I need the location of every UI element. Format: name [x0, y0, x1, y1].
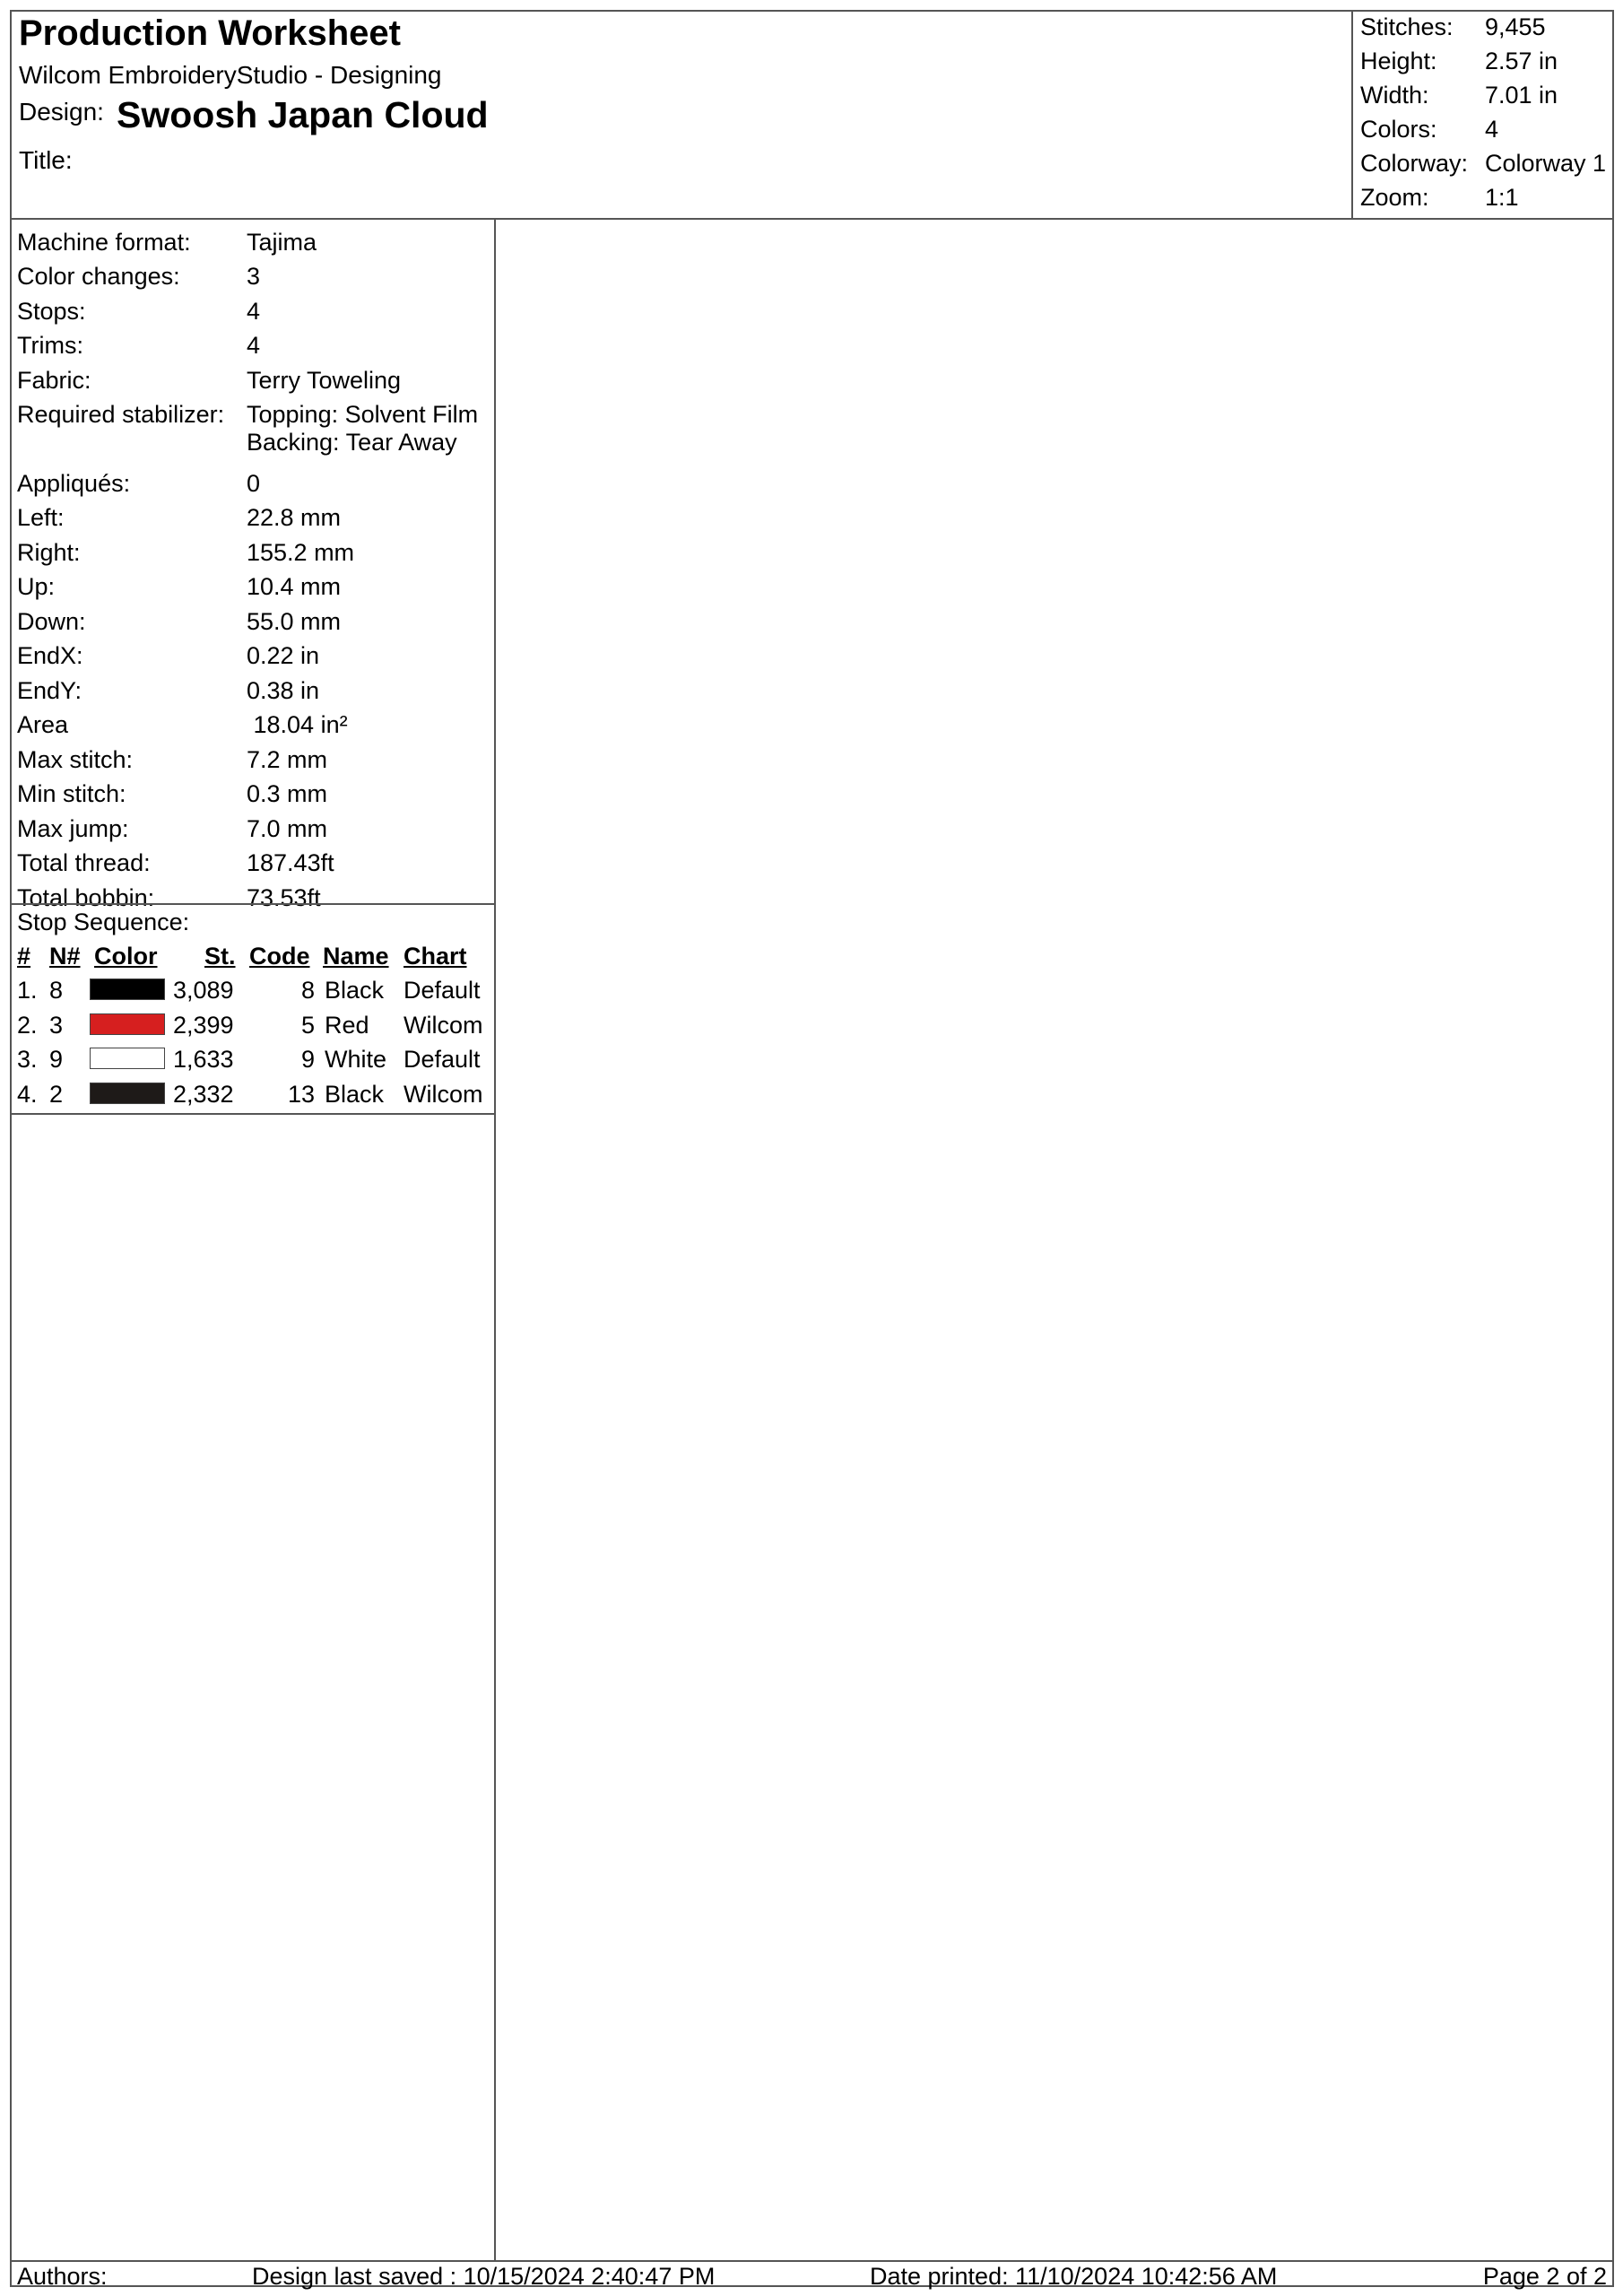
property-label: Trims:	[17, 332, 83, 359]
color-swatch	[90, 1013, 165, 1035]
property-value: 0.38 in	[247, 677, 320, 704]
property-value: Topping: Solvent Film	[247, 401, 479, 428]
summary-label: Colorway:	[1360, 150, 1469, 177]
page-number: Page 2 of 2	[1482, 2263, 1607, 2290]
needle-number: 8	[49, 977, 64, 1004]
color-swatch	[90, 1083, 165, 1104]
thread-code: 5	[300, 1012, 315, 1039]
property-label: Up:	[17, 573, 56, 600]
property-value: 0.3 mm	[247, 780, 328, 807]
stop-number: 2.	[17, 1012, 38, 1039]
thread-chart: Default	[404, 977, 481, 1004]
software-name: Wilcom EmbroideryStudio - Designing	[19, 61, 442, 89]
property-value: 3	[247, 263, 261, 290]
property-label: Max jump:	[17, 815, 129, 842]
design-name: Swoosh Japan Cloud	[117, 94, 489, 135]
worksheet-footer	[12, 2260, 1612, 2290]
property-label: Total bobbin:	[17, 884, 155, 911]
summary-label: Height:	[1360, 48, 1437, 74]
property-value: 187.43ft	[247, 849, 334, 876]
property-label: Appliqués:	[17, 470, 131, 497]
stop-number: 4.	[17, 1081, 38, 1108]
summary-value: 7.01 in	[1485, 82, 1558, 109]
property-value: 155.2 mm	[247, 539, 355, 566]
thread-name: Black	[325, 1081, 385, 1108]
property-value: 4	[247, 332, 261, 359]
summary-value: 2.57 in	[1485, 48, 1558, 74]
needle-number: 2	[49, 1081, 64, 1108]
thread-name: Red	[325, 1012, 369, 1039]
thread-chart: Wilcom	[404, 1081, 483, 1108]
column-header: Code	[249, 943, 310, 970]
property-label: Machine format:	[17, 229, 191, 256]
summary-row	[1360, 150, 1606, 178]
column-header: Chart	[404, 943, 467, 970]
summary-value: Colorway 1	[1485, 150, 1607, 177]
thread-code: 8	[300, 977, 315, 1004]
column-header: N#	[49, 943, 81, 970]
property-value: 4	[247, 298, 261, 325]
column-header: Name	[323, 943, 389, 970]
property-value: 55.0 mm	[247, 608, 342, 635]
column-header: #	[17, 943, 31, 970]
thread-name: Black	[325, 977, 385, 1004]
summary-row	[1360, 184, 1519, 212]
property-value: 22.8 mm	[247, 504, 342, 531]
design-summary	[1351, 12, 1614, 218]
property-value: 0.22 in	[247, 642, 320, 669]
last-saved-date: Design last saved : 10/15/2024 2:40:47 PM	[252, 2263, 716, 2290]
column-header: St.	[204, 943, 236, 970]
stop-number: 3.	[17, 1046, 38, 1073]
property-label: Down:	[17, 608, 86, 635]
summary-row	[1360, 48, 1558, 75]
property-label: Total thread:	[17, 849, 151, 876]
property-label: Stops:	[17, 298, 86, 325]
design-label: Design:	[19, 98, 104, 126]
worksheet-title: Production Worksheet	[19, 13, 401, 53]
property-value: 7.0 mm	[247, 815, 328, 842]
color-swatch	[90, 1048, 165, 1069]
summary-label: Colors:	[1360, 116, 1437, 143]
property-label: EndX:	[17, 642, 83, 669]
thread-chart: Default	[404, 1046, 481, 1073]
stitch-count: 2,332	[173, 1081, 234, 1108]
property-label: Left:	[17, 504, 65, 531]
summary-value: 1:1	[1485, 184, 1519, 211]
summary-value: 9,455	[1485, 13, 1546, 40]
stop-number: 1.	[17, 977, 38, 1004]
property-value: 0	[247, 470, 261, 497]
thread-chart: Wilcom	[404, 1012, 483, 1039]
property-label: Color changes:	[17, 263, 180, 290]
thread-code: 9	[300, 1046, 315, 1073]
properties-column	[12, 218, 496, 2260]
property-value: 10.4 mm	[247, 573, 342, 600]
property-value: 18.04 in²	[247, 711, 348, 738]
stitch-count: 1,633	[173, 1046, 234, 1073]
color-swatch	[90, 978, 165, 1000]
summary-row	[1360, 13, 1546, 41]
thread-name: White	[325, 1046, 387, 1073]
summary-row	[1360, 82, 1558, 109]
summary-label: Stitches:	[1360, 13, 1454, 40]
printed-date: Date printed: 11/10/2024 10:42:56 AM	[870, 2263, 1278, 2290]
property-label: Max stitch:	[17, 746, 134, 773]
property-value: Terry Toweling	[247, 367, 402, 394]
needle-number: 3	[49, 1012, 64, 1039]
stitch-count: 2,399	[173, 1012, 234, 1039]
property-label: Min stitch:	[17, 780, 126, 807]
worksheet-header	[12, 12, 1612, 220]
property-label: Fabric:	[17, 367, 91, 394]
needle-number: 9	[49, 1046, 64, 1073]
worksheet-page	[10, 10, 1614, 2290]
property-value: Tajima	[247, 229, 317, 256]
summary-label: Width:	[1360, 82, 1429, 109]
title-label: Title:	[19, 146, 73, 174]
property-label: Right:	[17, 539, 81, 566]
property-label: Area	[17, 711, 69, 738]
property-value: Backing: Tear Away	[247, 429, 457, 456]
stop-sequence-table	[12, 903, 494, 1115]
column-header: Color	[94, 943, 158, 970]
summary-row	[1360, 116, 1498, 144]
stitch-count: 3,089	[173, 977, 234, 1004]
property-label: EndY:	[17, 677, 82, 704]
stop-sequence-title: Stop Sequence:	[17, 909, 190, 935]
authors-label: Authors:	[17, 2263, 108, 2290]
property-value: 73.53ft	[247, 884, 321, 911]
property-label: Required stabilizer:	[17, 401, 225, 428]
property-value: 7.2 mm	[247, 746, 328, 773]
summary-value: 4	[1485, 116, 1499, 143]
thread-code: 13	[287, 1081, 315, 1108]
summary-label: Zoom:	[1360, 184, 1429, 211]
